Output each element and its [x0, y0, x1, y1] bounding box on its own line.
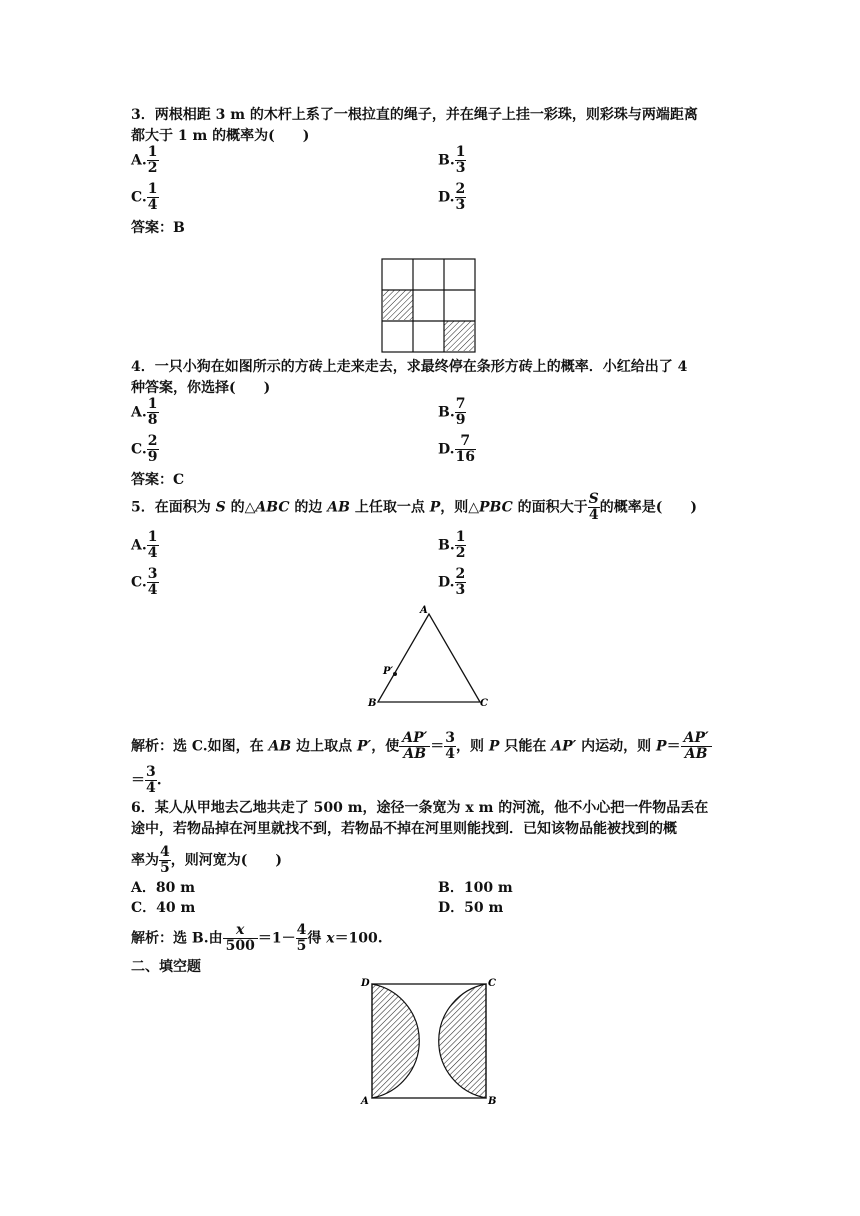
q6-stem-line3: 率为 $\frac{4}{5}$ ，则河宽为( ) — [131, 844, 282, 876]
tile-grid-figure — [381, 258, 477, 358]
q6-option-a: A．80 m — [131, 880, 196, 896]
q5-option-c: C. $\frac{3}{4}$ — [131, 566, 158, 598]
point-p — [393, 672, 397, 676]
q4-stem-line1: 4．一只小狗在如图所示的方砖上走来走去，求最终停在条形方砖上的概率．小红给出了 4 — [131, 359, 688, 375]
q4-option-b: B. $\frac{7}{9}$ — [438, 396, 466, 428]
q5-option-b: B. $\frac{1}{2}$ — [438, 529, 466, 561]
label-c: C — [488, 978, 496, 989]
right-semicircle — [439, 984, 486, 1098]
q3-stem-line2: 都大于 1 m 的概率为( ) — [131, 128, 310, 144]
q6-stem-line1: 6．某人从甲地去乙地共走了 500 m，途径一条宽为 x m 的河流，他不小心把一件物品丢在 — [131, 800, 709, 816]
label-d: D — [361, 978, 370, 989]
q4-option-d: D. $\frac{7}{16}$ — [438, 433, 475, 465]
q5-solution-line1: 解析：选 C.如图，在 AB 边上取点 P′，使 $\frac{AP'}{AB}$ ＝ $\frac{3}{4}$ ，则 P 只能在 AP′ 内运动，则 P＝ $\frac{AP'}{AB}$ — [131, 731, 712, 762]
q6-option-d: D．50 m — [438, 900, 504, 916]
q4-option-a: A. $\frac{1}{8}$ — [131, 396, 158, 428]
q6-solution: 解析：选 B.由 $\frac{x}{500}$ ＝1－ $\frac{4}{5}$ 得 x＝100. — [131, 922, 383, 954]
q3-option-c: C. $\frac{1}{4}$ — [131, 181, 158, 213]
q3-stem-line1: 3．两根相距 3 m 的木杆上系了一根拉直的绳子，并在绳子上挂一彩珠，则彩珠与两端距离 — [131, 107, 698, 123]
q6-option-b: B．100 m — [438, 880, 513, 896]
striped-tile — [444, 321, 474, 351]
square-semicircle-figure — [358, 974, 500, 1110]
label-a: A — [420, 605, 428, 616]
q3-option-b: B. $\frac{1}{3}$ — [438, 144, 466, 176]
label-a: A — [361, 1096, 369, 1106]
q5-option-d: D. $\frac{2}{3}$ — [438, 566, 466, 598]
section-heading: 二、填空题 — [131, 959, 201, 975]
label-p: P′ — [383, 666, 394, 677]
q5-stem: 5．在面积为 S 的△ABC 的边 AB 上任取一点 P，则△PBC 的面积大于 $\frac{S}{4}$ 的概率是( ) — [131, 491, 698, 523]
q4-stem-line2: 种答案，你选择( ) — [131, 380, 271, 396]
label-b: B — [368, 698, 377, 709]
q4-answer: 答案：C — [131, 472, 185, 488]
left-semicircle — [372, 984, 419, 1098]
triangle-figure — [362, 602, 492, 714]
q5-option-a: A. $\frac{1}{4}$ — [131, 529, 158, 561]
q3-answer: 答案：B — [131, 220, 185, 236]
label-b: B — [488, 1096, 497, 1106]
q4-option-c: C. $\frac{2}{9}$ — [131, 433, 158, 465]
q3-option-d: D. $\frac{2}{3}$ — [438, 181, 466, 213]
q6-option-c: C．40 m — [131, 900, 196, 916]
q5-solution-line2: ＝ $\frac{3}{4}$ . — [131, 764, 162, 796]
triangle-abc — [378, 614, 480, 702]
striped-tile — [383, 290, 413, 320]
q3-option-a: A. $\frac{1}{2}$ — [131, 144, 158, 176]
label-c: C — [480, 698, 488, 709]
q6-stem-line2: 途中，若物品掉在河里就找不到，若物品不掉在河里则能找到．已知该物品能被找到的概 — [131, 821, 677, 837]
